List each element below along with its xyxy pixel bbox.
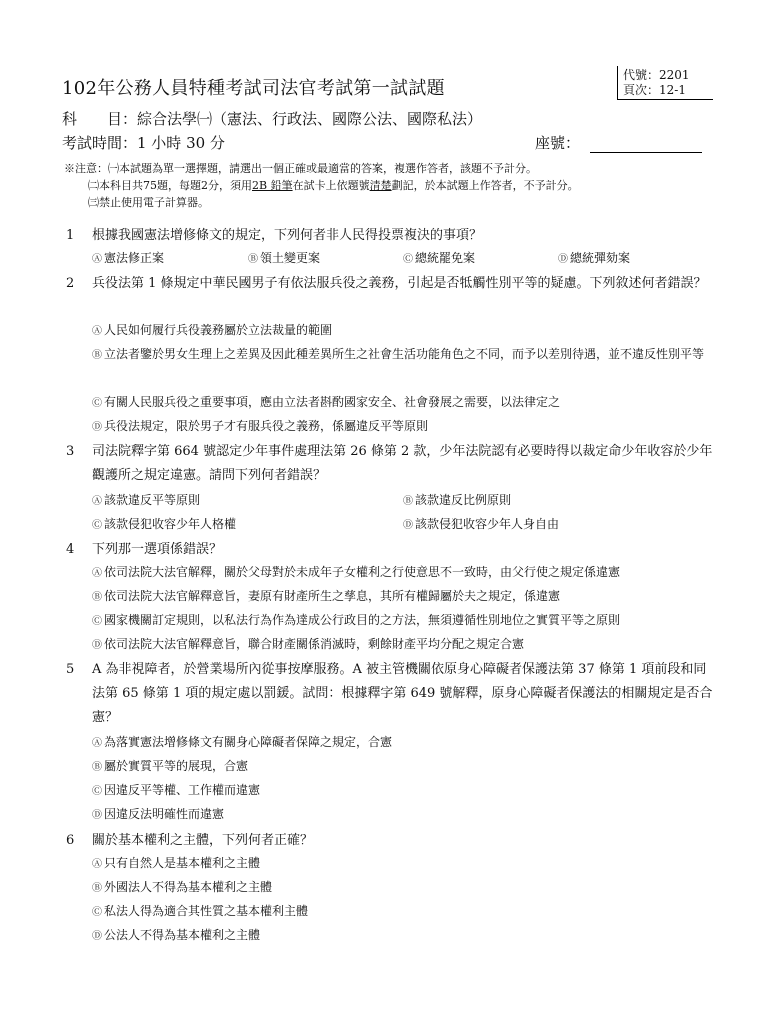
option-d[interactable]: Ⓓ 依司法院大法官解釋意旨，聯合財產關係消滅時，剩餘財產平均分配之規定合憲 <box>92 637 525 651</box>
option-c[interactable]: Ⓒ 國家機關訂定規則，以私法行為作為達成公行政目的之方法，無須遵循性別地位之實質平等之原則 <box>92 613 621 627</box>
option-c[interactable]: Ⓒ 該款侵犯收容少年人格權 <box>92 517 237 531</box>
option-c[interactable]: Ⓒ 因違反平等權、工作權而違憲 <box>92 783 261 797</box>
option-a[interactable]: Ⓐ 人民如何履行兵役義務屬於立法裁量的範圍 <box>92 323 333 337</box>
option-d[interactable]: Ⓓ 總統彈劾案 <box>558 251 631 265</box>
option-b[interactable]: Ⓑ 屬於實質平等的展現，合憲 <box>92 759 249 773</box>
option-d[interactable]: Ⓓ 因違反法明確性而違憲 <box>92 807 225 821</box>
option-c[interactable]: Ⓒ 私法人得為適合其性質之基本權利主體 <box>92 904 309 918</box>
option-a[interactable]: Ⓐ 依司法院大法官解釋，關於父母對於未成年子女權利之行使意思不一致時，由父行使之規定係違憲 <box>92 565 621 579</box>
option-a[interactable]: Ⓐ 只有自然人是基本權利之主體 <box>92 856 261 870</box>
exam-notes <box>64 160 579 211</box>
exam-code-box <box>617 66 713 100</box>
option-b[interactable]: Ⓑ 外國法人不得為基本權利之主體 <box>92 880 273 894</box>
question-number: 1 <box>66 228 75 243</box>
question-text: 根據我國憲法增修條文的規定，下列何者非人民得投票複決的事項？ <box>92 228 483 243</box>
question-text: 下列那一選項係錯誤？ <box>92 542 223 557</box>
option-b[interactable]: Ⓑ 依司法院大法官解釋意旨，妻原有財產所生之孳息，其所有權歸屬於夫之規定，係違憲 <box>92 589 561 603</box>
question-number: 3 <box>66 444 75 459</box>
exam-time: 考試時間：1 小時 30 分 <box>62 134 225 152</box>
question-text: A 為非視障者，於營業場所內從事按摩服務。A 被主管機關依原身心障礙者保護法第 37 條第 1 項前段和同法第 65 條第 1 項的規定處以罰鍰。試問：根據釋字第 649 號解釋，原身心障礙者保護法的相關規定是否合憲？ <box>92 662 713 725</box>
pencil-type: 2B 鉛筆 <box>252 179 293 192</box>
note-line-1: ※注意：㈠本試題為單一選擇題，請選出一個正確或最適當的答案，複選作答者，該題不予計分。 <box>64 162 537 175</box>
exam-title: 102年公務人員特種考試司法官考試第一試試題 <box>62 78 445 99</box>
option-d[interactable]: Ⓓ 該款侵犯收容少年人身自由 <box>403 517 560 531</box>
note-line-2: ㈡本科目共75題，每題2分，須用2B 鉛筆在試卡上依題號清楚劃記，於本試題上作答者，不予計分。 <box>88 179 579 192</box>
question-number: 2 <box>66 276 75 291</box>
option-a[interactable]: Ⓐ 該款違反平等原則 <box>92 493 201 507</box>
question-text: 司法院釋字第 664 號認定少年事件處理法第 26 條第 2 款，少年法院認有必要時得以裁定命少年收容於少年觀護所之規定違憲。請問下列何者錯誤？ <box>92 444 713 483</box>
option-a[interactable]: Ⓐ 為落實憲法增修條文有關身心障礙者保障之規定，合憲 <box>92 735 393 749</box>
option-b[interactable]: Ⓑ 領土變更案 <box>248 251 321 265</box>
option-a[interactable]: Ⓐ 憲法修正案 <box>92 251 165 265</box>
question-number: 4 <box>66 542 75 557</box>
exam-subject: 科 目：綜合法學㈠（憲法、行政法、國際公法、國際私法） <box>62 110 483 128</box>
note-line-3: ㈢禁止使用電子計算器。 <box>88 196 209 209</box>
question-number: 6 <box>66 833 75 848</box>
option-d[interactable]: Ⓓ 公法人不得為基本權利之主體 <box>92 928 261 942</box>
option-c[interactable]: Ⓒ 總統罷免案 <box>403 251 476 265</box>
question-text: 關於基本權利之主體，下列何者正確？ <box>92 833 314 848</box>
page-number: 頁次：12-1 <box>623 83 686 97</box>
question-number: 5 <box>66 662 75 677</box>
option-b[interactable]: Ⓑ 立法者鑒於男女生理上之差異及因此種差異所生之社會生活功能角色之不同，而予以差別待遇，並不違反性別平等 <box>92 347 705 361</box>
option-b[interactable]: Ⓑ 該款違反比例原則 <box>403 493 512 507</box>
seat-number-blank <box>590 152 702 153</box>
seat-label: 座號： <box>535 134 581 152</box>
clearly-emphasis: 清楚 <box>369 179 392 192</box>
exam-code: 代號：2201 <box>623 68 690 82</box>
question-text: 兵役法第 1 條規定中華民國男子有依法服兵役之義務，引起是否牴觸性別平等的疑慮。下列敘述何者錯誤？ <box>92 276 707 291</box>
option-c[interactable]: Ⓒ 有關人民服兵役之重要事項，應由立法者斟酌國家安全、社會發展之需要，以法律定之 <box>92 395 561 409</box>
option-d[interactable]: Ⓓ 兵役法規定，限於男子才有服兵役之義務，係屬違反平等原則 <box>92 419 429 433</box>
